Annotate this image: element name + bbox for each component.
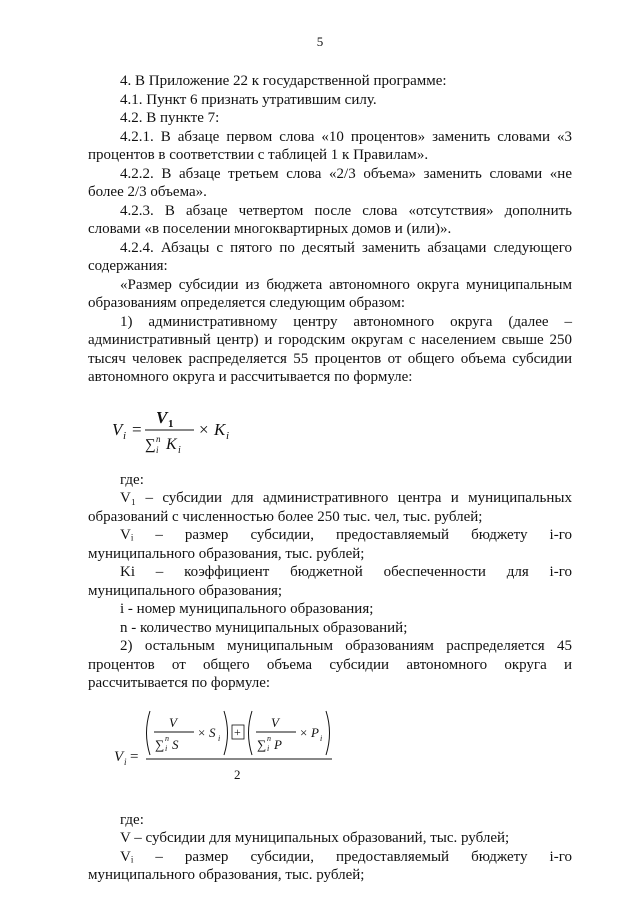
definition: V – субсидии для муниципальных образований, тыс. рублей; bbox=[120, 830, 510, 846]
formula1-den-var: K bbox=[166, 435, 177, 453]
definition: Ki – коэффициент бюджетной обеспеченности для i-го муниципального образования; bbox=[88, 564, 572, 599]
definition: где: bbox=[120, 471, 144, 488]
definition: где: bbox=[120, 811, 144, 828]
formula2-v-right: V bbox=[271, 714, 279, 730]
svg-text:×: × bbox=[300, 724, 308, 740]
paragraph: 4. В Приложение 22 к государственной программе: bbox=[120, 73, 447, 89]
formula1-sum-sup: n bbox=[156, 433, 161, 444]
formula1-rhs: K bbox=[214, 419, 226, 439]
formula2-sum-left: ∑ bbox=[155, 736, 165, 752]
definition: i - номер муниципального образования; bbox=[120, 601, 374, 617]
formula1-sum: ∑ bbox=[145, 436, 156, 453]
svg-text:P: P bbox=[311, 724, 319, 740]
formula2-sum-right: ∑ bbox=[257, 736, 267, 752]
formula1-lhs: V bbox=[112, 419, 123, 439]
svg-text:i: i bbox=[218, 733, 221, 743]
svg-text:i: i bbox=[320, 733, 323, 743]
formula2-v-left: V bbox=[169, 714, 177, 730]
formula2-lhs-sub: i bbox=[124, 756, 127, 767]
formula2-divisor: 2 bbox=[234, 766, 241, 782]
definition: 2) остальным муниципальным образованиям распределяется 45 процентов от общего объема субсидии автономного округа и рассчитывается по формуле: bbox=[88, 638, 572, 691]
document-body bbox=[88, 72, 572, 885]
formula1-den-var-sub: i bbox=[178, 444, 181, 456]
definition: n - количество муниципальных образований; bbox=[120, 619, 408, 636]
formula2-p: P bbox=[274, 736, 282, 752]
formula-2 bbox=[88, 693, 572, 811]
definition: Vᵢ – размер субсидии, предоставляемый бюджету i-го муниципального образования, тыс. рублей; bbox=[88, 527, 572, 562]
formula1-rhs-sub: i bbox=[226, 429, 230, 442]
paragraph: «Размер субсидии из бюджета автономного округа муниципальным образованиям определяется следующим образом: bbox=[88, 276, 572, 311]
paragraph: 4.2.4. Абзацы с пятого по десятый заменить абзацами следующего содержания: bbox=[88, 239, 572, 274]
svg-text:i: i bbox=[165, 743, 168, 753]
formula1-sum-sub: i bbox=[156, 444, 159, 455]
definition: Vᵢ – размер субсидии, предоставляемый бюджету i-го муниципального образования, тыс. рублей; bbox=[88, 848, 572, 883]
paragraph: 1) административному центру автономного округа (далее – административный центр) и городским округам с населением свыше 250 тысяч человек распределяется 55 процентов от общего объема субсидии автономного округа и рассчитывается по формуле: bbox=[88, 313, 572, 385]
formula2-lhs: V bbox=[114, 748, 124, 765]
definition: V₁ – субсидии для административного центра и муниципальных образований с численностью более 250 тыс. чел, тыс. рублей; bbox=[88, 490, 572, 525]
svg-text:n: n bbox=[165, 733, 169, 743]
svg-text:×: × bbox=[198, 724, 206, 740]
page-number: 5 bbox=[316, 34, 324, 49]
paragraph: 4.2.1. В абзаце первом слова «10 процентов» заменить словами «3 процентов в соответствии с таблицей 1 к Правилам». bbox=[88, 128, 572, 163]
svg-text:=: = bbox=[132, 419, 142, 439]
formula-1 bbox=[88, 387, 572, 471]
paragraph: 4.2. В пункте 7: bbox=[120, 110, 220, 126]
svg-text:i: i bbox=[267, 743, 270, 753]
svg-text:=: = bbox=[130, 748, 139, 765]
formula2-plus: + bbox=[234, 724, 241, 739]
formula2-s: S bbox=[172, 736, 179, 752]
formula1-numerator: V bbox=[156, 407, 168, 427]
svg-text:S: S bbox=[209, 724, 216, 740]
paragraph: 4.2.2. В абзаце третьем слова «2/3 объема» заменить словами «не более 2/3 объема». bbox=[88, 165, 572, 200]
paragraph: 4.2.3. В абзаце четвертом после слова «отсутствия» дополнить словами «в поселении многоквартирных домов и (или)». bbox=[88, 202, 572, 237]
paragraph: 4.1. Пункт 6 признать утратившим силу. bbox=[120, 91, 377, 108]
formula1-times: × bbox=[199, 419, 209, 439]
formula1-lhs-sub: i bbox=[123, 429, 127, 442]
svg-text:n: n bbox=[267, 733, 271, 743]
formula1-numerator-sub: 1 bbox=[168, 417, 174, 430]
